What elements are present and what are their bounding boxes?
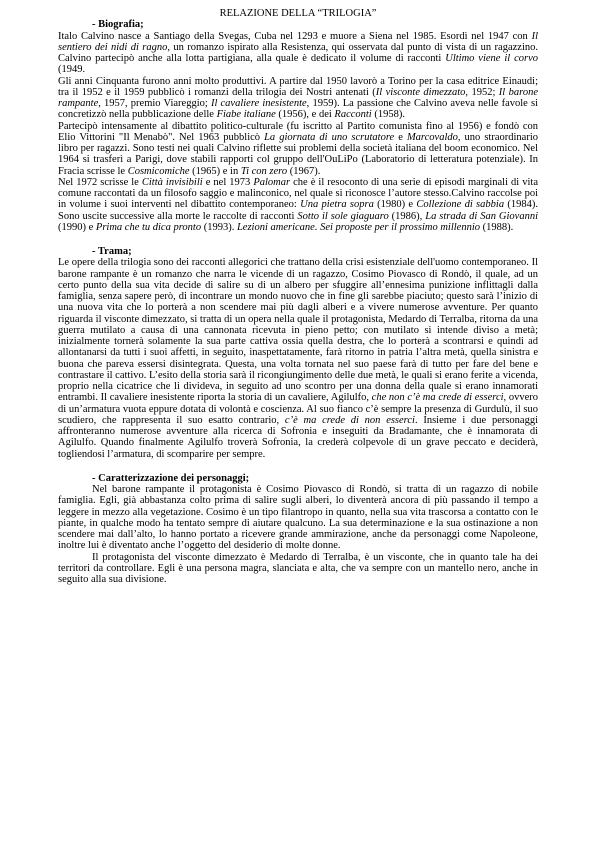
text-run: , 1959). La passione che Calvino aveva nelle favole si concretizzò nella pubblicazione delle: [58, 98, 538, 121]
text-run: Italo Calvino nasce a Santiago della Svegas, Cuba nel 1293 e muore a Siena nel 1985. Esordì nel 1947 con: [58, 30, 532, 42]
text-run: (1986),: [388, 210, 426, 222]
italic-title-run: Ultimo viene il corvo: [445, 53, 538, 64]
text-run: (1988).: [480, 221, 514, 233]
text-run: , un romanzo ispirato alla Resistenza, qui osservata dal punto di vista di un ragazzino. Calvino partecipò anche alla lotta partigiana, alla quale è dedicato il volume di racconti: [58, 41, 538, 64]
italic-title-run: Il sentiero dei nidi di ragno: [58, 30, 538, 53]
italic-title-run: Palomar: [253, 176, 291, 188]
paragraph: [58, 177, 538, 233]
italic-title-run: Il cavaliere inesistente: [210, 98, 307, 109]
text-run: (1965) e in: [189, 165, 241, 177]
text-run: Il protagonista del visconte dimezzato è Medardo di Terralba, è un visconte, che in quanto tale ha dei territori da controllare. Egli è una persona magra, slanciata e alta, che va sempre con un mantello nero, anche in seguito alla sua divisione.: [58, 551, 538, 585]
paragraph: [58, 552, 538, 586]
italic-title-run: Il visconte dimezzato: [375, 86, 466, 98]
text-run: che è il resoconto di una serie di episodi marginali di vita comune raccontati da un filosofo saggio e malinconico, nel quale si riconosce l’autore stesso.Calvino raccolse poi in volume i suoi interventi nel dibattito contemporaneo:: [58, 176, 538, 211]
text-run: (1956), e dei: [275, 109, 335, 121]
italic-title-run: Marcovaldo: [406, 131, 458, 143]
document-title: RELAZIONE DELLA “TRILOGIA”: [219, 8, 377, 19]
section-heading-biografia: - Biografia;: [92, 19, 144, 31]
paragraph: [58, 257, 538, 460]
text-run: Nel barone rampante il protagonista è Cosimo Piovasco di Rondò, si tratta di un ragazzo di nobile famiglia. Egli, già abbastanza colto prima di salire sugli alberi, lo diventerà ancora di più passando il tempo a leggere in mezzo alla vegetazione. Cosimo è un tipo filantropo in quanto, nella sua vita trascorsa a contatto con le piante, in qualche modo ha tentato sempre di aiutare qualcuno. La sua determinazione e la sua ostinazione a non scendere mai dall’alto, lo hanno portato a ricevere grande ammirazione, anche da personaggi come Napoleone, inoltre lui è diventato anche l’oggetto del desiderio di molte donne.: [58, 484, 538, 552]
paragraph: [58, 76, 538, 121]
text-run: , 1952;: [465, 86, 499, 98]
text-run: (1958).: [371, 109, 405, 121]
paragraph: [58, 484, 538, 552]
paragraph: [58, 121, 538, 177]
text-run: Gli anni Cinquanta furono anni molto produttivi. A partire dal 1950 lavorò a Torino per la casa editrice Einaudi; tra il 1952 e il 1959 pubblicò i romanzi della trilogia dei Nostri antenati (: [58, 75, 538, 98]
italic-title-run: Collezione di sabbia: [416, 199, 505, 211]
italic-title-run: Lezioni americane. Sei proposte per il prossimo millennio: [236, 221, 481, 233]
italic-title-run: che non c’è ma crede di esserci: [371, 392, 504, 404]
text-run: (1980) e: [373, 199, 417, 211]
text-run: (1949.: [58, 64, 86, 76]
text-run: (1990) e: [58, 221, 96, 233]
italic-title-run: Sotto il sole giaguaro: [297, 210, 389, 222]
paragraph: [58, 31, 538, 76]
text-run: , ovvero di un’armatura vuota eppure dotata di volontà e coscienza. Al suo fianco c’è sempre la presenza di Gurdulù, il suo scudiero, che rappresenta il suo esatto contrario,: [58, 392, 538, 426]
text-run: , uno straordinario libro per ragazzi. Sono testi nei quali Calvino riflette sui problemi della società italiana del boom economico. Nel 1964 si trasferì a Parigi, dove stabilì rapporti col gruppo dell'OuLiPo (Laboratorio di letteratura potenziale). In Fracia scrisse le: [58, 131, 538, 177]
text-run: Partecipò intensamente al dibattito politico-culturale (fu iscritto al Partito comunista fino al 1956) e fondò con Elio Vittorini "Il Menabò". Nel 1963 pubblicò: [58, 120, 538, 143]
italic-title-run: c’è ma crede di non esserci: [284, 414, 415, 426]
italic-title-run: La giornata di uno scrutatore: [264, 131, 395, 143]
text-run: (1984). Sono uscite successive alla morte le raccolte di racconti: [58, 199, 538, 222]
text-run: Nel 1972 scrisse le: [58, 176, 142, 188]
italic-title-run: Città invisibili: [141, 176, 203, 188]
italic-title-run: Cosmicomiche: [127, 165, 190, 177]
text-run: (1967).: [287, 165, 321, 177]
italic-title-run: Racconti: [334, 109, 372, 121]
text-run: . Insieme i due personaggi affronteranno numerose avventure alla ricerca di Sofronia e inseguiti da Bradamante, che è innamorata di Agilulfo. Quando finalmente Agilulfo troverà Sofronia, la crederà colpevole di un grave peccato e deciderà, togliendosi l’armatura, di scomparire per sempre.: [58, 414, 539, 460]
document-page: [58, 8, 538, 585]
italic-title-run: La strada di San Giovanni: [425, 210, 538, 222]
section-heading-trama: - Trama;: [92, 246, 132, 257]
italic-title-run: Prima che tu dica pronto: [95, 221, 202, 233]
text-run: Le opere della trilogia sono dei racconti allegorici che trattano della crisi esistenziale dell'uomo contemporaneo. Il barone rampante è un romanzo che narra le vicende di un ragazzo, Cosimo Piovasco di Rondò, il quale, ad un certo punto della sua vita decide di salire su di un albero per sfuggire all’ennesima punizione inflittagli dalla famiglia, senza sapere però, di incontrare un mondo nuovo che in fine gli sarebbe piaciuto; questo sarà l’inizio di una nuova vita che lo porterà a non scendere mai più dagli alberi e a vivere numerose avventure. Per quanto riguarda il visconte dimezzato, si tratta di un opera nella quale il protagonista, Medardo di Terralba, ritorna da una guerra mutilato a causa di una cannonata ricevuta in pieno petto; con mutilato si intende diviso a metà; inizialmente tornerà solamente la sua parte cattiva ossia quella destra, che lo porterà a scontrarsi e quindi ad allontanarsi da tutti i suoi affetti, in seguito, inaspettatamente, farà ritorno in patria l’altra metà, quella sinistra e buona che pareva essersi disintegrata. Questa, una volta tornata nel suo paese farà di tutto per fare del bene e contrastare il cattivo. L’esito della storia sarà il ricongiungimento delle due metà, le quali si erano ferite a vicenda, proprio nella cicatrice che li divideva, in seguito ad uno scontro per una donna della quale si erano innamorati entrambi. Il cavaliere inesistente riporta la storia di un cavaliere, Agilulfo,: [58, 257, 538, 404]
italic-title-run: Il barone rampante: [58, 86, 538, 109]
text-run: (1993).: [201, 221, 237, 233]
text-run: e nel 1973: [202, 176, 254, 188]
section-heading-personaggi: - Caratterizzazione dei personaggi;: [92, 472, 250, 484]
italic-title-run: Fiabe italiane: [216, 109, 276, 121]
text-run: , 1957, premio Viareggio;: [98, 98, 211, 109]
italic-title-run: Ti con zero: [240, 165, 288, 177]
text-run: e: [394, 131, 407, 143]
italic-title-run: Una pietra sopra: [300, 199, 374, 211]
